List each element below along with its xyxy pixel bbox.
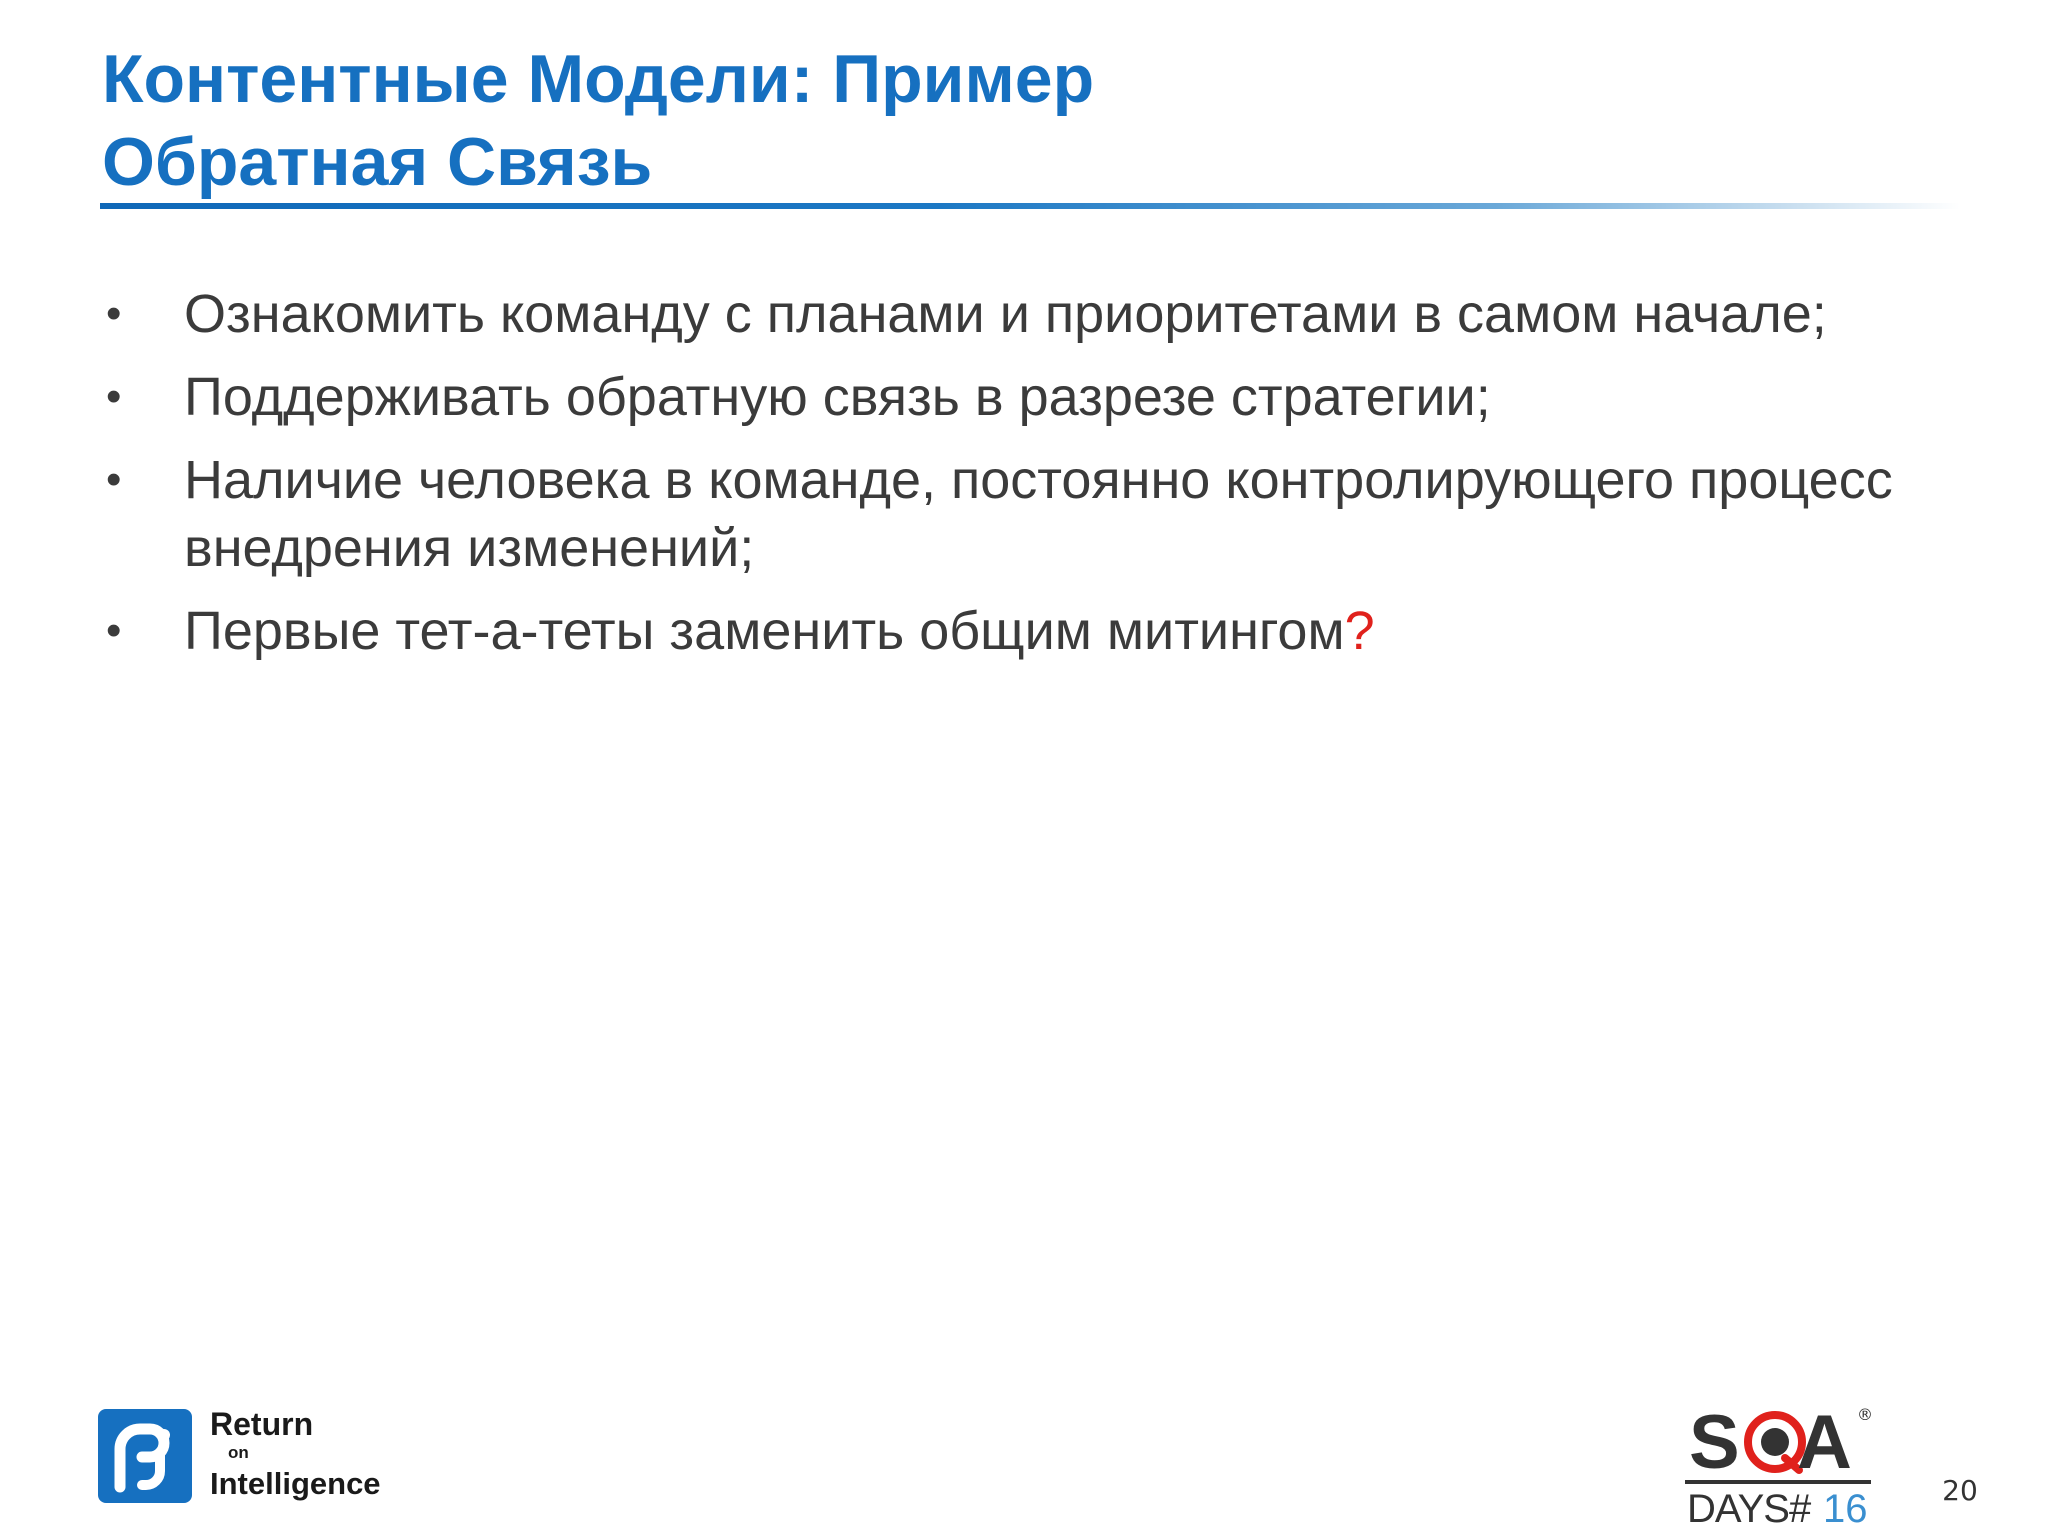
title-underline (100, 203, 1960, 209)
roi-logo-line-1: Return (210, 1406, 314, 1442)
registered-mark: ® (1857, 1405, 1873, 1424)
bullet-item (102, 363, 1982, 431)
bullet-icon: • (106, 372, 122, 421)
bullet-icon: • (106, 606, 122, 655)
title-line-1: Контентные Модели: Пример (102, 41, 1095, 117)
bullet-item (102, 446, 1982, 582)
roi-logo-line-2: on (228, 1443, 249, 1462)
slide-title (102, 38, 1902, 204)
bullet-item (102, 597, 1982, 665)
svg-text:A: A (1797, 1400, 1852, 1485)
question-mark-accent: ? (1344, 601, 1375, 661)
bullet-icon: • (106, 455, 122, 504)
sqa-days-logo (1685, 1398, 1875, 1528)
bullet-icon: • (106, 289, 122, 338)
bullet-item (102, 280, 1982, 348)
bullet-list (102, 280, 1982, 680)
page-number: 20 (1942, 1474, 1978, 1507)
svg-text:16: 16 (1823, 1487, 1868, 1528)
svg-text:S: S (1689, 1400, 1738, 1485)
bullet-text: Первые тет-а-теты заменить общим митингом (184, 601, 1345, 661)
roi-logo-icon (98, 1409, 192, 1503)
roi-logo-line-3: Intelligence (210, 1466, 381, 1501)
bullet-text: Ознакомить команду с планами и приоритетами в самом начале; (184, 284, 1827, 344)
svg-text:DAYS#: DAYS# (1687, 1487, 1811, 1528)
title-line-2: Обратная Связь (102, 124, 653, 200)
bullet-text: Поддерживать обратную связь в разрезе стратегии; (184, 367, 1491, 427)
bullet-text: Наличие человека в команде, постоянно контролирующего процесс внедрения изменений; (184, 450, 1893, 578)
return-on-intelligence-logo (98, 1405, 398, 1515)
